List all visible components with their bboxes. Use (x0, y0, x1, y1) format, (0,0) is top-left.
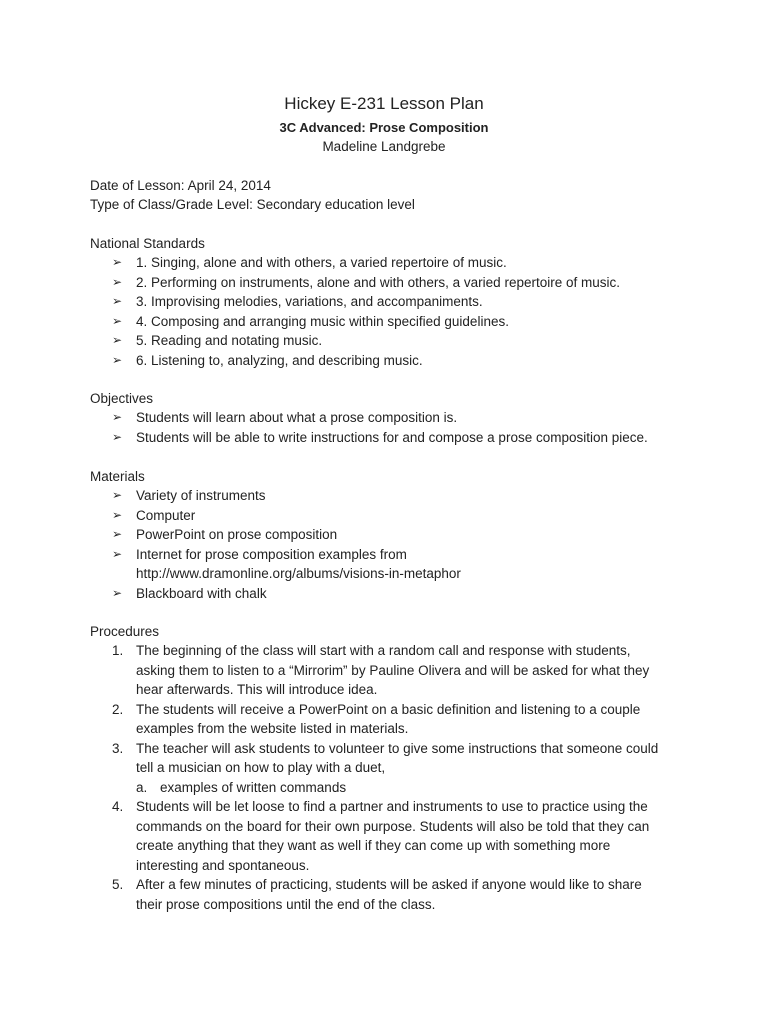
arrow-bullet-icon: ➢ (112, 429, 123, 444)
step-line: hear afterwards. This will introduce idea. (136, 682, 378, 697)
step-line: Students will be let loose to find a partner and instruments to use to practice using the (136, 799, 648, 814)
list-item-text: Internet for prose composition examples from (136, 546, 407, 562)
list-item (90, 584, 461, 604)
list-item-text: Students will be able to write instructions for and compose a prose composition piece. (136, 429, 648, 445)
list-item-text: Students will learn about what a prose composition is. (136, 410, 458, 425)
list-item (90, 428, 648, 448)
sub-step-letter: a. (136, 779, 148, 795)
class-type: Type of Class/Grade Level: Secondary education level (90, 197, 415, 212)
list-item-text: 4. Composing and arranging music within specified guidelines. (136, 313, 509, 329)
list-item-text: Variety of instruments (136, 488, 266, 503)
step-number: 3. (112, 740, 124, 756)
standards-list (90, 253, 620, 370)
step-line: interesting and spontaneous. (136, 857, 310, 873)
step-line: asking them to listen to a “Mirrorim” by Pauline Olivera and will be asked for what they (136, 662, 650, 678)
standards-heading: National Standards (90, 236, 205, 251)
list-item (90, 486, 461, 506)
objectives-list (90, 408, 648, 447)
step-line: After a few minutes of practicing, students will be asked if anyone would like to share (136, 877, 642, 892)
list-item (90, 312, 620, 332)
step-number: 2. (112, 701, 124, 717)
step-line: create anything that they want as well if they can come up with something more (136, 838, 611, 853)
step-line: tell a musician on how to play with a duet, (136, 760, 386, 775)
step-number: 1. (112, 643, 124, 658)
arrow-bullet-icon: ➢ (112, 294, 123, 308)
arrow-bullet-icon: ➢ (112, 313, 123, 328)
step-number: 5. (112, 877, 124, 892)
list-item (90, 506, 461, 526)
step-line: commands on the board for their own purpose. Students will also be told that they can (136, 818, 650, 834)
materials-heading: Materials (90, 469, 145, 484)
sub-step-text: examples of written commands (160, 779, 347, 795)
procedure-step (90, 700, 680, 739)
lesson-date: Date of Lesson: April 24, 2014 (90, 178, 271, 193)
arrow-bullet-icon: ➢ (112, 546, 123, 561)
arrow-bullet-icon: ➢ (112, 410, 123, 424)
arrow-bullet-icon: ➢ (112, 352, 123, 367)
list-item (90, 292, 620, 312)
list-item-text: Blackboard with chalk (136, 585, 267, 601)
materials-link[interactable]: http://www.dramonline.org/albums/visions-in-metaphor (136, 566, 461, 581)
procedure-step (90, 739, 680, 798)
list-item (90, 545, 461, 584)
list-item-text: PowerPoint on prose composition (136, 527, 338, 542)
step-line: The teacher will ask students to volunteer to give some instructions that someone could (136, 740, 659, 756)
arrow-bullet-icon: ➢ (112, 333, 123, 347)
arrow-bullet-icon: ➢ (112, 488, 123, 502)
list-item-text: 5. Reading and notating music. (136, 333, 323, 348)
materials-list (90, 486, 461, 603)
list-item (90, 525, 461, 545)
list-item-text: Computer (136, 507, 196, 523)
document-subtitle: 3C Advanced: Prose Composition (279, 120, 489, 135)
list-item-text: 6. Listening to, analyzing, and describing music. (136, 352, 423, 368)
step-number: 4. (112, 799, 124, 814)
list-item (90, 253, 620, 273)
list-item-text: 1. Singing, alone and with others, a varied repertoire of music. (136, 255, 507, 270)
arrow-bullet-icon: ➢ (112, 274, 123, 289)
document-title: Hickey E-231 Lesson Plan (284, 94, 484, 113)
list-item-text: 2. Performing on instruments, alone and with others, a varied repertoire of music. (136, 274, 620, 290)
sub-step (136, 778, 680, 798)
list-item (90, 273, 620, 293)
arrow-bullet-icon: ➢ (112, 255, 123, 269)
step-line: examples from the website listed in materials. (136, 721, 409, 736)
objectives-heading: Objectives (90, 391, 154, 406)
procedures-heading: Procedures (90, 624, 160, 639)
procedure-step (90, 641, 680, 700)
step-line: The students will receive a PowerPoint on a basic definition and listening to a couple (136, 701, 641, 717)
arrow-bullet-icon: ➢ (112, 507, 123, 522)
procedure-step (90, 797, 680, 875)
author-name: Madeline Landgrebe (322, 139, 446, 154)
step-line: The beginning of the class will start with a random call and response with students, (136, 643, 631, 658)
list-item (90, 351, 620, 371)
arrow-bullet-icon: ➢ (112, 585, 123, 600)
list-item-text: 3. Improvising melodies, variations, and accompaniments. (136, 294, 483, 309)
arrow-bullet-icon: ➢ (112, 527, 123, 541)
list-item (90, 331, 620, 351)
procedure-step (90, 875, 680, 914)
list-item (90, 408, 648, 428)
step-line: their prose compositions until the end of the class. (136, 896, 436, 912)
procedures-list (90, 641, 680, 914)
